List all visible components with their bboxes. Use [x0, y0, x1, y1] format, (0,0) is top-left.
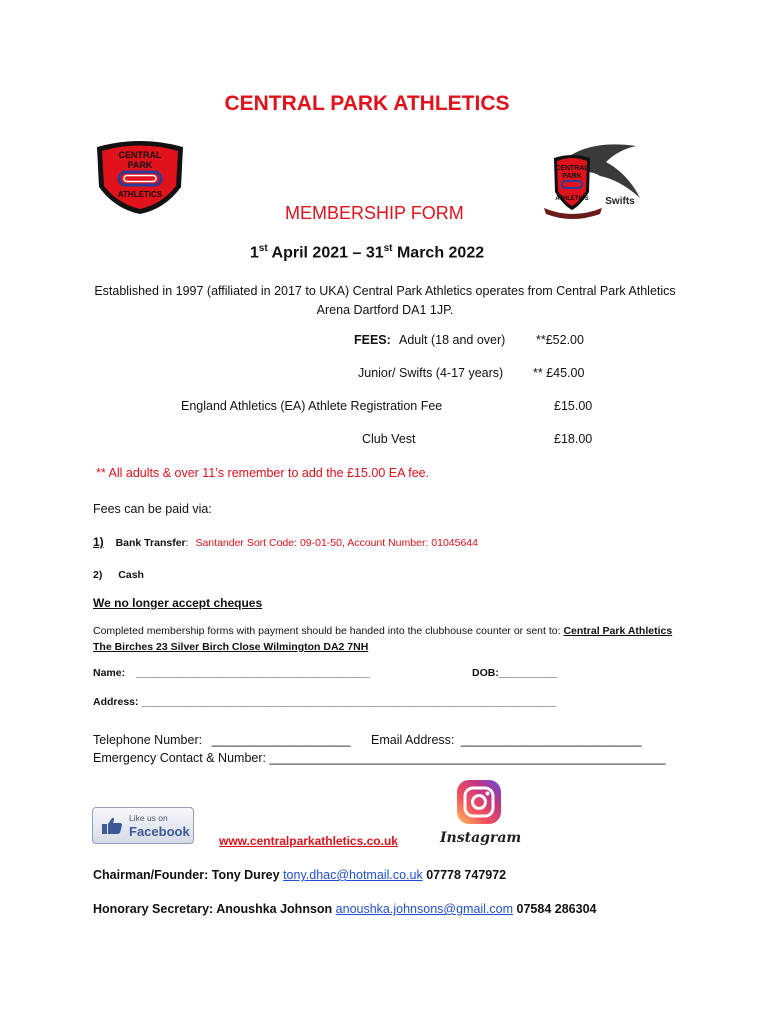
form-title: MEMBERSHIP FORM	[285, 203, 464, 223]
facebook-big-text: Facebook	[129, 824, 190, 839]
secretary-email-link[interactable]: anoushka.johnsons@gmail.com	[335, 902, 514, 916]
address-field[interactable]: Address: _______________________________________________________________________	[93, 696, 557, 708]
logo-right-line1: CENTRAL	[555, 165, 589, 172]
facebook-like-button[interactable]	[92, 807, 194, 844]
instagram-logo[interactable]	[440, 778, 522, 848]
logo-left-line2: PARK	[127, 160, 153, 170]
logo-left-line3: ATHLETICS	[117, 190, 163, 199]
fee-adult-name: Adult (18 and over)	[399, 333, 506, 347]
fee-adult-price: **£52.00	[536, 333, 584, 347]
payment-intro: Fees can be paid via:	[93, 502, 212, 516]
logo-right-line2: PARK	[562, 173, 582, 180]
secretary-contact: Honorary Secretary: Anoushka Johnson anoushka.johnsons@gmail.com 07584 286304	[93, 902, 597, 916]
telephone-field[interactable]: Telephone Number: ____________________	[93, 733, 351, 747]
ea-fee-note: ** All adults & over 11’s remember to add the £15.00 EA fee.	[96, 466, 430, 480]
no-cheques-notice: We no longer accept cheques	[93, 596, 263, 610]
membership-period: 1st April 2021 – 31st March 2022	[249, 243, 485, 262]
chairman-email-link[interactable]: tony.dhac@hotmail.co.uk	[283, 868, 423, 882]
website-link[interactable]: www.centralparkathletics.co.uk	[219, 834, 398, 848]
fee-junior-price: ** £45.00	[533, 366, 585, 380]
thumbs-up-icon	[101, 817, 123, 840]
emergency-contact-field[interactable]: Emergency Contact & Number: _________________________________________________________	[93, 751, 666, 765]
fee-vest-price: £18.00	[554, 432, 593, 446]
payment-option-bank: 1) Bank Transfer: Santander Sort Code: 09-01-50, Account Number: 01045644	[93, 535, 478, 549]
swifts-logo	[540, 140, 644, 224]
intro-paragraph: Established in 1997 (affiliated in 2017 to UKA) Central Park Athletics operates from Central Park Athletics Arena Dartford DA1 1JP.	[94, 284, 676, 317]
fee-junior-name: Junior/ Swifts (4-17 years)	[358, 366, 504, 380]
payment-option-cash: 2) Cash	[93, 569, 144, 581]
fee-ea-name: England Athletics (EA) Athlete Registration Fee	[181, 399, 443, 413]
fee-ea-price: £15.00	[554, 399, 593, 413]
name-field[interactable]: Name: ________________________________________	[93, 667, 370, 679]
dob-field[interactable]: DOB:__________	[472, 667, 558, 679]
fee-vest-name: Club Vest	[362, 432, 416, 446]
fee-label: FEES:	[354, 333, 391, 347]
email-field[interactable]: Email Address: __________________________	[371, 733, 642, 747]
facebook-small-text: Like us on	[129, 813, 168, 823]
instagram-wordmark: Instagram	[440, 830, 522, 846]
logo-left-line1: CENTRAL	[118, 150, 162, 160]
submission-instructions: Completed membership forms with payment should be handed into the clubhouse counter or sent to: Central Park Athletics The Birches 23 Silver Birch Close Wilmington DA2 7NH	[93, 625, 673, 653]
logo-right-badge: Swifts	[605, 196, 635, 207]
instagram-icon	[440, 778, 518, 830]
page-title: CENTRAL PARK ATHLETICS	[224, 92, 510, 115]
club-logo-left	[93, 137, 187, 215]
logo-right-line3: ATHLETICS	[555, 196, 589, 202]
chairman-contact: Chairman/Founder: Tony Durey tony.dhac@hotmail.co.uk 07778 747972	[93, 868, 507, 882]
